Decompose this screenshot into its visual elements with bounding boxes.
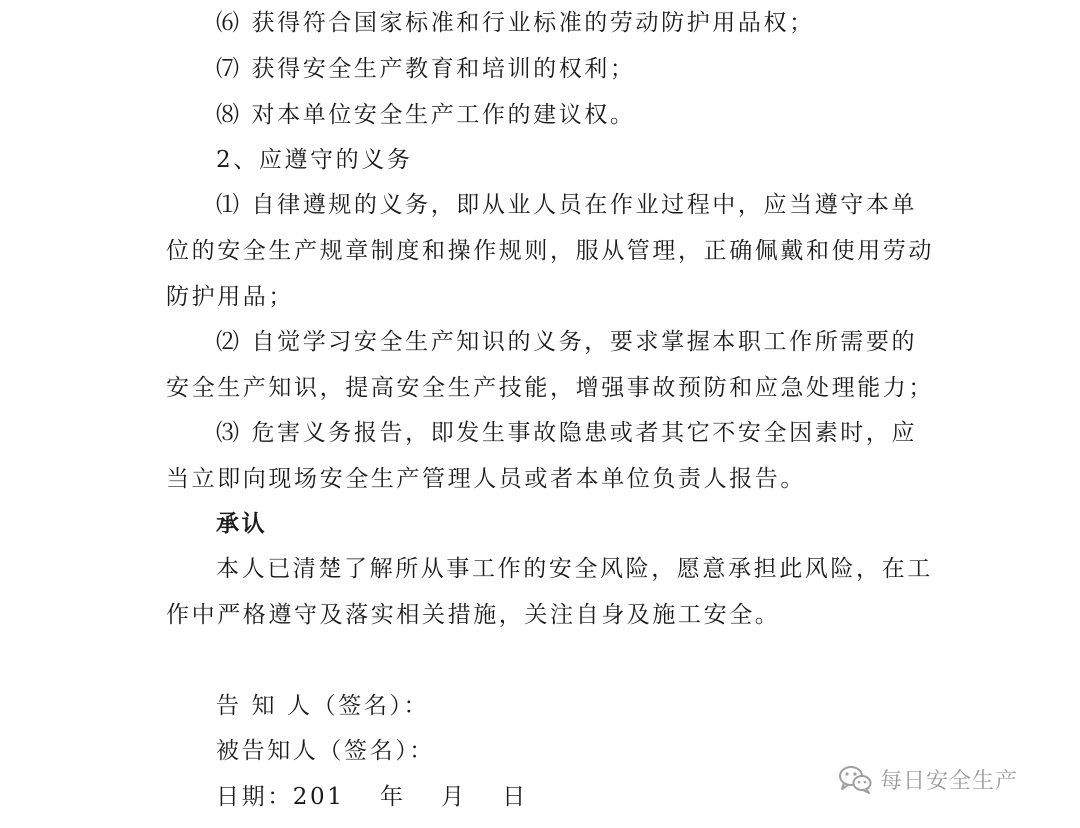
notifier-signature-line: 告 知 人（签名）： (216, 693, 430, 719)
rights-item-7: ⑺ 获得安全生产教育和培训的权利； (216, 56, 636, 82)
duty-1-line-1: ⑴ 自律遵规的义务，即从业人员在作业过程中，应当遵守本单 (216, 192, 918, 218)
date-line: 日期：201 年 月 日 (216, 784, 528, 810)
watermark-text: 每日安全生产 (880, 768, 1019, 794)
notified-signature-line: 被告知人（签名）： (216, 738, 435, 764)
duties-heading: 2、应遵守的义务 (216, 147, 413, 173)
duty-1-line-2: 位的安全生产规章制度和操作规则，服从管理，正确佩戴和使用劳动 (166, 238, 934, 264)
duty-1-line-3: 防护用品； (166, 284, 294, 310)
duty-3-line-1: ⑶ 危害义务报告，即发生事故隐患或者其它不安全因素时，应 (216, 420, 918, 446)
acknowledgement-heading: 承认 (216, 510, 268, 537)
duty-2-line-1: ⑵ 自觉学习安全生产知识的义务，要求掌握本职工作所需要的 (216, 329, 918, 355)
acknowledgement-line-2: 作中严格遵守及落实相关措施，关注自身及施工安全。 (166, 602, 781, 628)
wechat-watermark (838, 762, 1018, 796)
acknowledgement-line-1: 本人已清楚了解所从事工作的安全风险，愿意承担此风险，在工 (216, 556, 933, 582)
wechat-icon (838, 764, 872, 794)
rights-item-6: ⑹ 获得符合国家标准和行业标准的劳动防护用品权； (216, 10, 815, 36)
rights-item-8: ⑻ 对本单位安全生产工作的建议权。 (216, 102, 636, 128)
duty-2-line-2: 安全生产知识，提高安全生产技能，增强事故预防和应急处理能力； (166, 375, 934, 401)
duty-3-line-2: 当立即向现场安全生产管理人员或者本单位负责人报告。 (166, 466, 806, 492)
